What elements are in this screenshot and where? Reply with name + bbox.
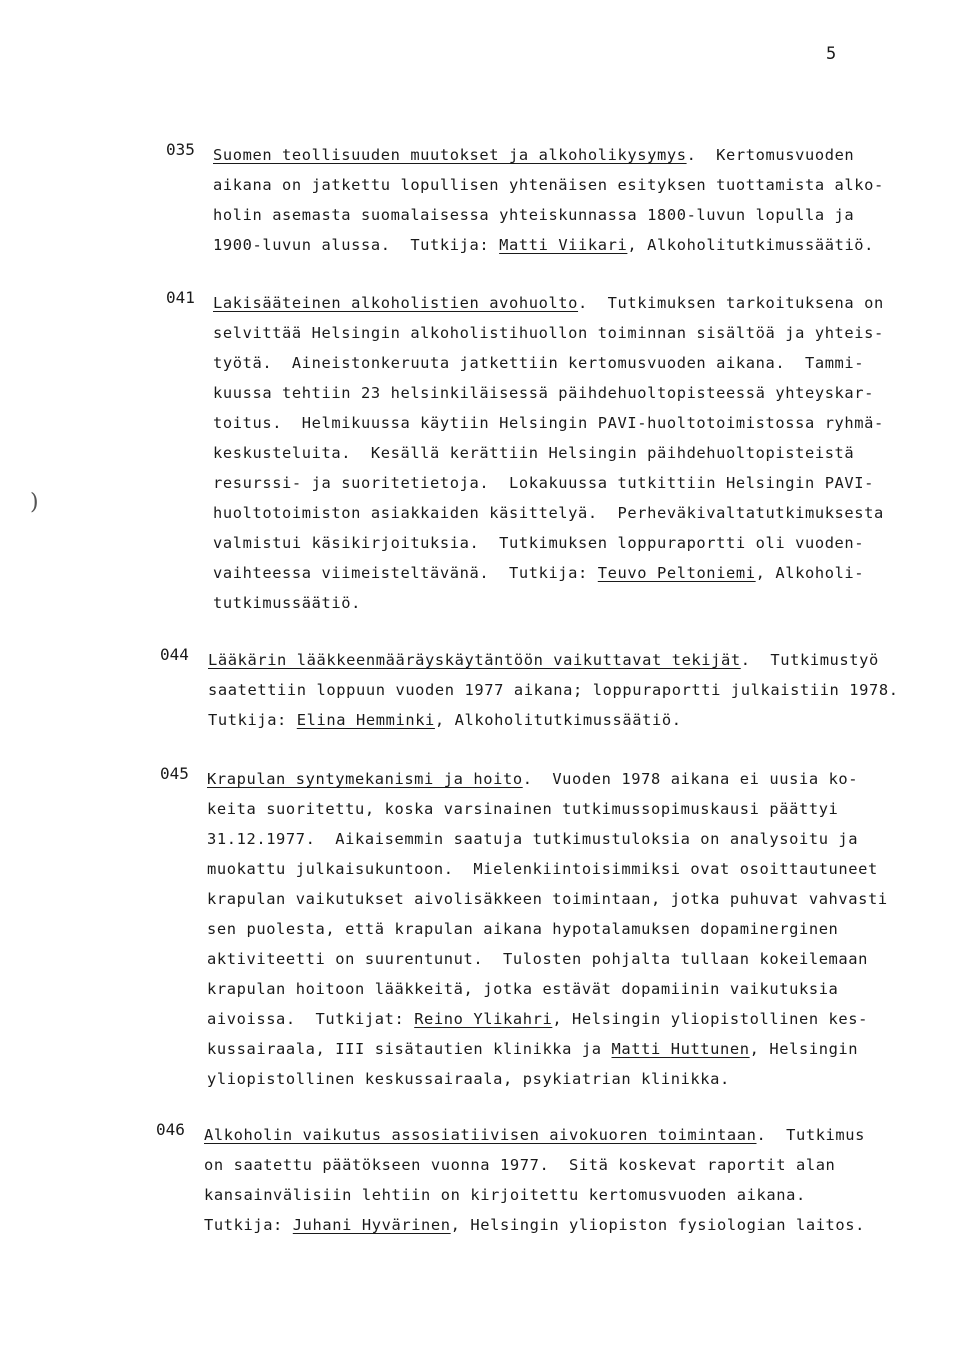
text-line <box>213 408 884 438</box>
text-line <box>207 884 888 914</box>
text-line <box>204 1180 865 1210</box>
text-line <box>204 1150 865 1180</box>
text-line <box>213 468 884 498</box>
text-line <box>207 794 888 824</box>
text-line <box>207 974 888 1004</box>
text-segment: . Tutkimus <box>756 1126 866 1144</box>
text-segment: 1900-luvun alussa. Tutkija: <box>213 236 500 254</box>
text-segment: resurssi- ja suoritetietoja. Lokakuussa tutkittiin Helsingin PAVI- <box>213 474 875 492</box>
entry-text <box>207 764 888 1094</box>
text-line <box>208 675 899 705</box>
underlined-text: Teuvo Peltoniemi <box>597 564 756 582</box>
text-segment: saatettiin loppuun vuoden 1977 aikana; loppuraportti julkaistiin 1978. <box>208 681 899 699</box>
text-segment: . Tutkimuksen tarkoituksena on <box>578 294 884 312</box>
entry-number: 045 <box>160 764 189 783</box>
text-segment: . Tutkimustyö <box>740 651 879 669</box>
text-line <box>213 318 884 348</box>
text-segment: , Alkoholitutkimussäätiö. <box>627 236 875 254</box>
text-segment: Tutkija: <box>204 1216 293 1234</box>
text-segment: huoltotoimiston asiakkaiden käsittelyä. Perheväkivaltatutkimuksesta <box>213 504 884 522</box>
text-line <box>207 854 888 884</box>
text-segment: yliopistollinen keskussairaala, psykiatrian klinikka. <box>207 1070 730 1088</box>
text-segment: aivoissa. Tutkijat: <box>207 1010 415 1028</box>
text-line <box>213 170 884 200</box>
text-segment: , Alkoholitutkimussäätiö. <box>434 711 682 729</box>
text-line <box>204 1120 865 1150</box>
text-segment: selvittää Helsingin alkoholistihuollon toiminnan sisältöä ja yhteis- <box>213 324 884 342</box>
text-line <box>207 914 888 944</box>
entry-number: 044 <box>160 645 189 664</box>
text-line <box>208 705 899 735</box>
text-segment: aktiviteetti on suurentunut. Tulosten pohjalta tullaan kokeilemaan <box>207 950 869 968</box>
text-segment: tutkimussäätiö. <box>213 594 361 612</box>
text-segment: , Helsingin yliopiston fysiologian laitos. <box>450 1216 866 1234</box>
entry-number: 046 <box>156 1120 185 1139</box>
underlined-text: Reino Ylikahri <box>414 1010 553 1028</box>
entry-text <box>213 140 884 260</box>
text-segment: muokattu julkaisukuntoon. Mielenkiintoisimmiksi ovat osoittautuneet <box>207 860 878 878</box>
page-number: 5 <box>826 44 837 64</box>
text-segment: työtä. Aineistonkeruuta jatkettiin kertomusvuoden aikana. Tammi- <box>213 354 865 372</box>
text-segment: kuussa tehtiin 23 helsinkiläisessä päihdehuoltopisteessä yhteyskar- <box>213 384 875 402</box>
text-line <box>213 378 884 408</box>
entry-text <box>208 645 899 735</box>
text-segment: kansainvälisiin lehtiin on kirjoitettu kertomusvuoden aikana. <box>204 1186 806 1204</box>
text-line <box>207 764 888 794</box>
underlined-text: Suomen teollisuuden muutokset ja alkoholikysymys <box>213 146 687 164</box>
text-segment: keskusteluita. Kesällä kerättiin Helsingin päihdehuoltopisteistä <box>213 444 855 462</box>
entry-number: 041 <box>166 288 195 307</box>
underlined-text: Matti Huttunen <box>611 1040 750 1058</box>
text-segment: , Helsingin yliopistollinen kes- <box>552 1010 869 1028</box>
text-line <box>213 438 884 468</box>
text-line <box>207 944 888 974</box>
text-line <box>204 1210 865 1240</box>
underlined-text: Krapulan syntymekanismi ja hoito <box>207 770 523 788</box>
text-segment: Tutkija: <box>208 711 297 729</box>
text-line <box>213 348 884 378</box>
margin-mark: ) <box>30 490 39 515</box>
text-line <box>213 528 884 558</box>
underlined-text: Matti Viikari <box>499 236 628 254</box>
underlined-text: Alkoholin vaikutus assosiatiivisen aivokuoren toimintaan <box>204 1126 757 1144</box>
underlined-text: Juhani Hyvärinen <box>292 1216 451 1234</box>
text-segment: kussairaala, III sisätautien klinikka ja <box>207 1040 612 1058</box>
text-line <box>213 200 884 230</box>
text-segment: valmistui käsikirjoituksia. Tutkimuksen loppuraportti oli vuoden- <box>213 534 865 552</box>
entry-number: 035 <box>166 140 195 159</box>
text-line <box>208 645 899 675</box>
text-segment: keita suoritettu, koska varsinainen tutkimussopimuskausi päättyi <box>207 800 839 818</box>
text-segment: . Vuoden 1978 aikana ei uusia ko- <box>522 770 859 788</box>
text-segment: vaihteessa viimeisteltävänä. Tutkija: <box>213 564 598 582</box>
text-line <box>207 1004 888 1034</box>
underlined-text: Lakisääteinen alkoholistien avohuolto <box>213 294 579 312</box>
text-segment: holin asemasta suomalaisessa yhteiskunnassa 1800-luvun lopulla ja <box>213 206 855 224</box>
underlined-text: Lääkärin lääkkeenmääräyskäytäntöön vaikuttavat tekijät <box>208 651 741 669</box>
text-segment: krapulan vaikutukset aivolisäkkeen toimintaan, jotka puhuvat vahvasti <box>207 890 888 908</box>
entry-text <box>204 1120 865 1240</box>
text-line <box>213 288 884 318</box>
text-segment: , Helsingin <box>749 1040 859 1058</box>
text-segment: toitus. Helmikuussa käytiin Helsingin PAVI-huoltotoimistossa ryhmä- <box>213 414 884 432</box>
text-line <box>207 1064 888 1094</box>
entry-text <box>213 288 884 618</box>
text-segment: . Kertomusvuoden <box>686 146 855 164</box>
text-line <box>207 824 888 854</box>
underlined-text: Elina Hemminki <box>296 711 435 729</box>
text-line <box>213 140 884 170</box>
text-segment: krapulan hoitoon lääkkeitä, jotka estävät dopamiinin vaikutuksia <box>207 980 839 998</box>
text-line <box>213 558 884 588</box>
text-line <box>213 588 884 618</box>
text-segment: on saatettu päätökseen vuonna 1977. Sitä koskevat raportit alan <box>204 1156 836 1174</box>
text-segment: , Alkoholi- <box>755 564 865 582</box>
text-line <box>213 230 884 260</box>
text-segment: sen puolesta, että krapulan aikana hypotalamuksen dopaminerginen <box>207 920 839 938</box>
text-line <box>207 1034 888 1064</box>
text-segment: aikana on jatkettu lopullisen yhtenäisen esityksen tuottamista alko- <box>213 176 884 194</box>
text-segment: 31.12.1977. Aikaisemmin saatuja tutkimustuloksia on analysoitu ja <box>207 830 859 848</box>
text-line <box>213 498 884 528</box>
